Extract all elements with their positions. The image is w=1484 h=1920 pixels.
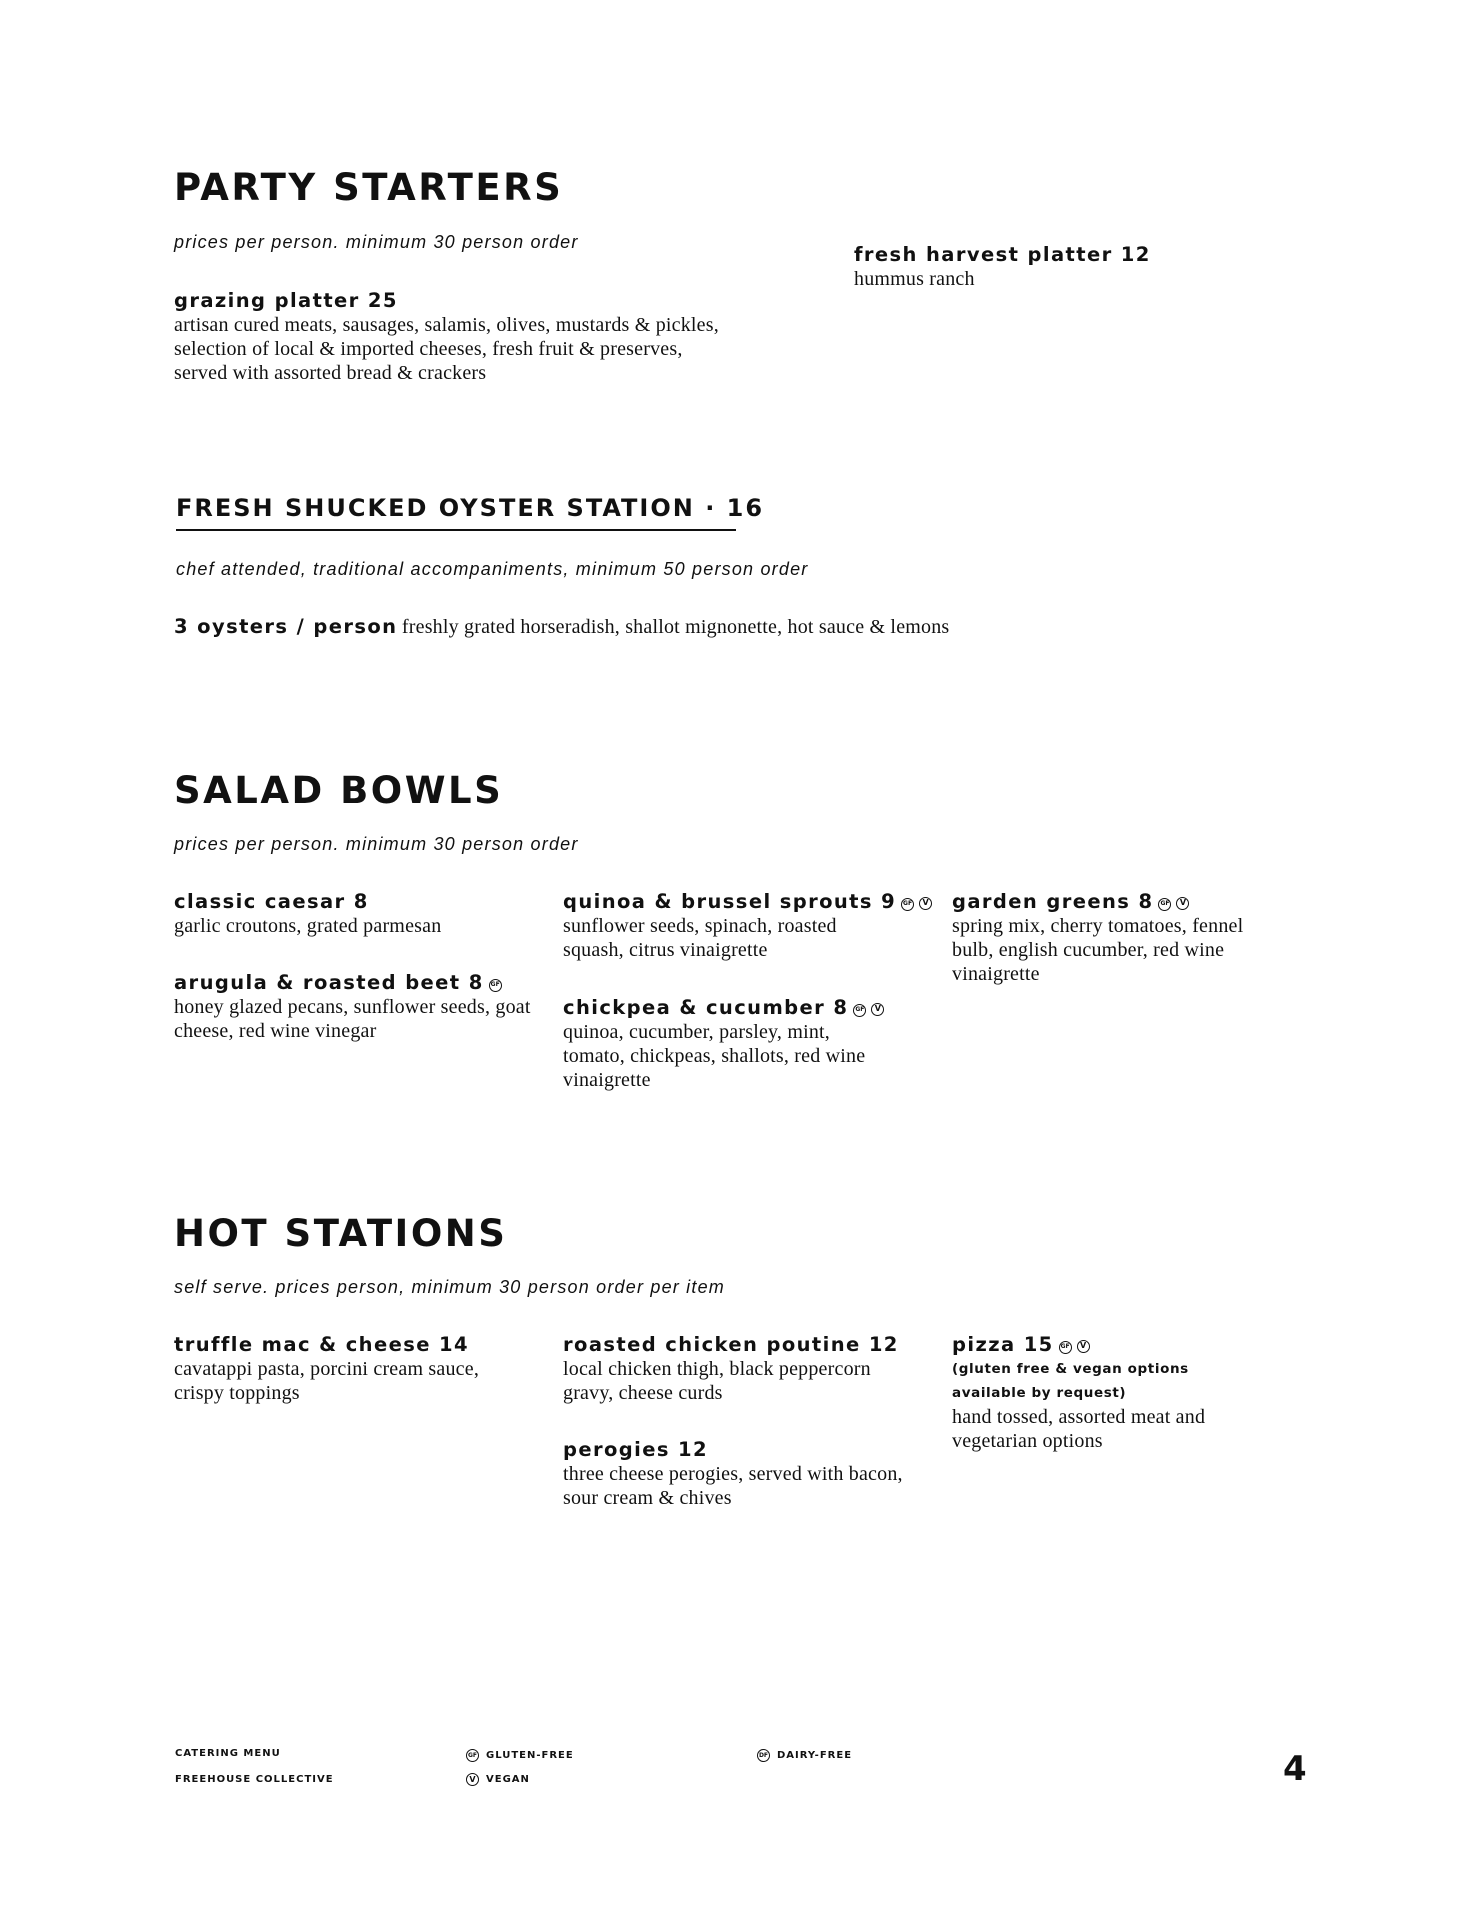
item-title: grazing platter 25	[174, 289, 398, 312]
hot-stations-note: self serve. prices person, minimum 30 person order per item	[174, 1277, 725, 1297]
menu-item-roasted-chicken-poutine	[563, 1332, 923, 1405]
item-title: pizza 15	[952, 1333, 1054, 1356]
item-title-row	[174, 970, 544, 995]
salad-bowls-heading: SALAD BOWLS	[174, 769, 504, 812]
vegan-icon: V	[466, 1773, 479, 1786]
item-description: cavatappi pasta, porcini cream sauce, crispy toppings	[174, 1358, 480, 1404]
item-title: classic caesar 8	[174, 890, 369, 913]
item-description: honey glazed pecans, sunflower seeds, goat cheese, red wine vinegar	[174, 996, 531, 1042]
item-description: artisan cured meats, sausages, salamis, olives, mustards & pickles, selection of local & imported cheeses, fresh fruit & preserves, served with assorted bread & crackers	[174, 314, 719, 384]
vegan-icon: V	[1176, 897, 1189, 910]
item-title-row	[563, 995, 913, 1020]
item-description: hummus ranch	[854, 268, 975, 290]
menu-item-quinoa-brussel-sprouts	[563, 889, 929, 962]
vegan-icon: V	[919, 897, 932, 910]
footer-menu-label: CATERING MENU	[175, 1748, 281, 1759]
item-description: freshly grated horseradish, shallot mignonette, hot sauce & lemons	[401, 616, 950, 638]
footer-company-name: FREEHOUSE COLLECTIVE	[175, 1774, 334, 1785]
legend-label: GLUTEN-FREE	[486, 1750, 574, 1761]
item-description: three cheese perogies, served with bacon, sour cream & chives	[563, 1463, 903, 1509]
gluten-free-icon: GF	[901, 898, 914, 911]
gluten-free-icon: GF	[1059, 1341, 1072, 1354]
item-title: arugula & roasted beet 8	[174, 971, 484, 994]
item-title: perogies 12	[563, 1438, 708, 1461]
legend-vegan	[466, 1773, 530, 1786]
vegan-icon: V	[871, 1003, 884, 1016]
item-description: garlic croutons, grated parmesan	[174, 915, 442, 937]
legend-gluten-free	[466, 1749, 574, 1762]
salad-bowls-note: prices per person. minimum 30 person order	[174, 834, 579, 854]
gluten-free-icon: GF	[853, 1004, 866, 1017]
legend-label: DAIRY-FREE	[777, 1750, 853, 1761]
oyster-item	[174, 614, 949, 639]
oyster-station-note: chef attended, traditional accompaniments, minimum 50 person order	[176, 559, 809, 579]
item-title: quinoa & brussel sprouts 9	[563, 890, 897, 913]
gluten-free-icon: GF	[466, 1749, 479, 1762]
item-title: chickpea & cucumber 8	[563, 996, 849, 1019]
menu-item-truffle-mac-cheese	[174, 1332, 544, 1405]
item-description: sunflower seeds, spinach, roasted squash, citrus vinaigrette	[563, 915, 837, 961]
menu-item-perogies	[563, 1437, 923, 1510]
page-number: 4	[1283, 1749, 1307, 1789]
item-description: spring mix, cherry tomatoes, fennel bulb, english cucumber, red wine vinaigrette	[952, 915, 1244, 985]
item-description: quinoa, cucumber, parsley, mint, tomato, chickpeas, shallots, red wine vinaigrette	[563, 1021, 866, 1091]
menu-item-chickpea-cucumber	[563, 995, 913, 1092]
item-title-row	[952, 1332, 1272, 1357]
party-starters-note: prices per person. minimum 30 person order	[174, 232, 579, 252]
oyster-station-heading: FRESH SHUCKED OYSTER STATION · 16	[176, 494, 765, 522]
menu-item-arugula-roasted-beet	[174, 970, 544, 1043]
item-title-row	[952, 889, 1272, 914]
item-description: hand tossed, assorted meat and vegetarian options	[952, 1406, 1206, 1452]
menu-item-fresh-harvest-platter	[854, 242, 1254, 291]
item-description: local chicken thigh, black peppercorn gravy, cheese curds	[563, 1358, 871, 1404]
gluten-free-icon: GF	[1158, 898, 1171, 911]
item-title: 3 oysters / person	[174, 615, 398, 638]
dairy-free-icon: DF	[757, 1749, 770, 1762]
legend-dairy-free	[757, 1749, 852, 1762]
gluten-free-icon: GF	[489, 979, 502, 992]
menu-item-pizza	[952, 1332, 1272, 1453]
legend-label: VEGAN	[486, 1774, 530, 1785]
item-title: roasted chicken poutine 12	[563, 1333, 899, 1356]
item-title: fresh harvest platter 12	[854, 243, 1151, 266]
item-sub-note: (gluten free & vegan options available by request)	[952, 1361, 1189, 1401]
menu-item-classic-caesar	[174, 889, 544, 938]
hot-stations-heading: HOT STATIONS	[174, 1212, 508, 1255]
menu-item-garden-greens	[952, 889, 1272, 986]
menu-item-grazing-platter	[174, 288, 734, 385]
item-title: garden greens 8	[952, 890, 1154, 913]
heading-underline	[176, 529, 736, 531]
item-title-row	[563, 889, 929, 914]
party-starters-heading: PARTY STARTERS	[174, 166, 564, 209]
vegan-icon: V	[1077, 1340, 1090, 1353]
item-title: truffle mac & cheese 14	[174, 1333, 469, 1356]
